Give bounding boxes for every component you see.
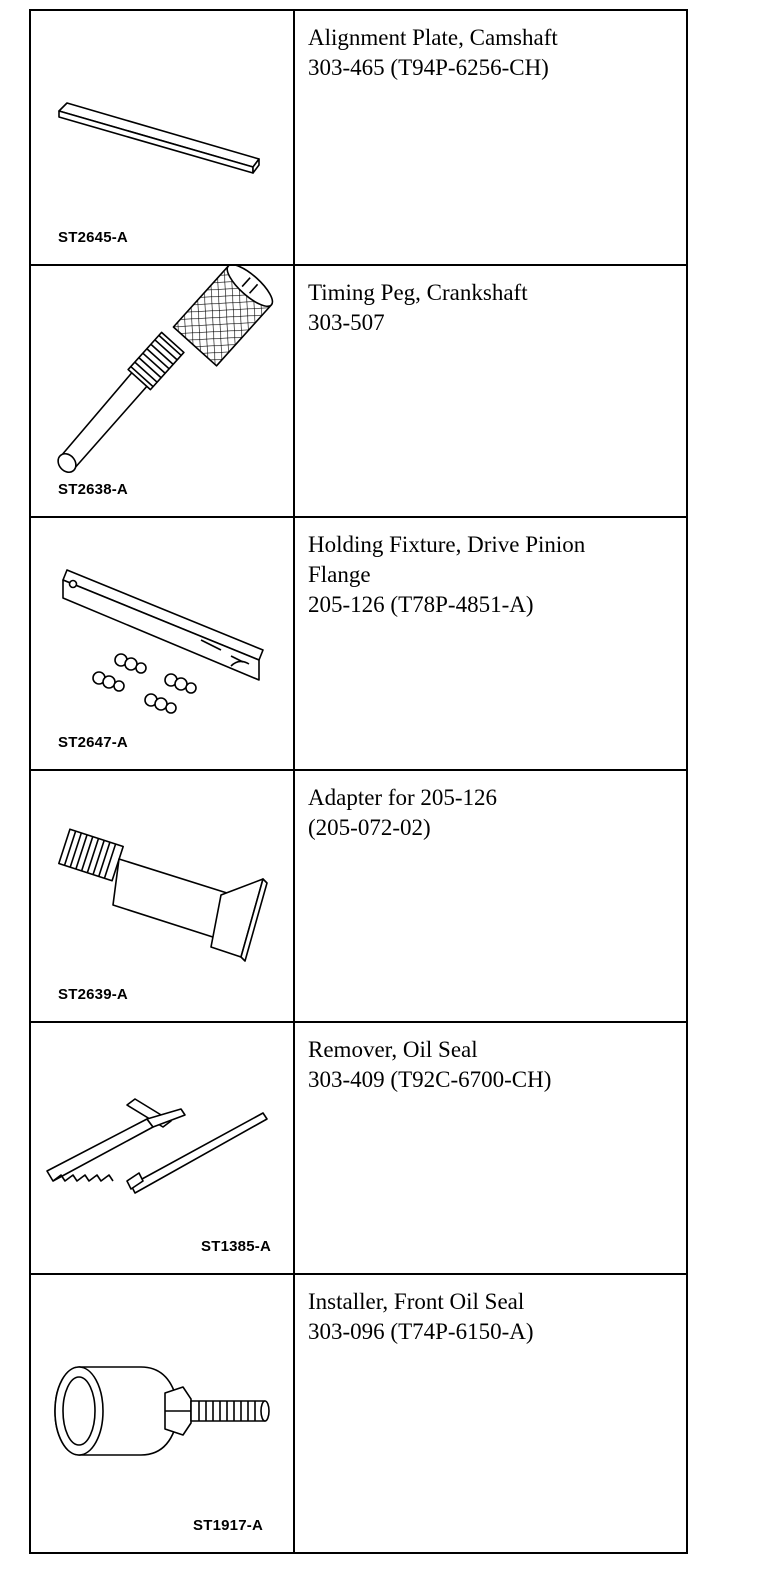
tool-name: Remover, Oil Seal xyxy=(308,1037,478,1062)
tool-part-number: (205-072-02) xyxy=(308,815,431,840)
tool-part-number: 303-409 (T92C-6700-CH) xyxy=(308,1067,552,1092)
tool-row xyxy=(31,11,686,266)
tool-description xyxy=(308,278,678,338)
oil-seal-remover-icon xyxy=(31,1023,293,1273)
tool-image-cell xyxy=(31,771,295,1021)
special-tools-table xyxy=(29,9,688,1554)
tool-code: ST2638-A xyxy=(58,481,128,498)
tool-name: Holding Fixture, Drive Pinion xyxy=(308,532,586,557)
tool-description xyxy=(308,530,678,620)
tool-part-number: 205-126 (T78P-4851-A) xyxy=(308,592,534,617)
tool-name: Alignment Plate, Camshaft xyxy=(308,25,558,50)
tool-row xyxy=(31,1023,686,1275)
tool-image-cell xyxy=(31,1275,295,1552)
oil-seal-installer-icon xyxy=(31,1275,293,1552)
tool-row xyxy=(31,266,686,518)
tool-name: Installer, Front Oil Seal xyxy=(308,1289,525,1314)
tool-code: ST1385-A xyxy=(201,1238,271,1255)
tool-image-cell xyxy=(31,266,295,516)
tool-row xyxy=(31,518,686,771)
tool-name: Adapter for 205-126 xyxy=(308,785,498,810)
tool-image-cell xyxy=(31,11,295,264)
tool-image-cell xyxy=(31,518,295,769)
tool-name-continued: Flange xyxy=(308,562,371,587)
tool-row xyxy=(31,1275,686,1552)
tool-code: ST1917-A xyxy=(193,1517,263,1534)
tool-part-number: 303-465 (T94P-6256-CH) xyxy=(308,55,549,80)
holding-fixture-icon xyxy=(31,518,293,769)
tool-description xyxy=(308,783,678,843)
tool-code: ST2647-A xyxy=(58,734,128,751)
tool-code: ST2645-A xyxy=(58,229,128,246)
tool-row xyxy=(31,771,686,1023)
tool-description xyxy=(308,23,678,83)
tool-description xyxy=(308,1287,678,1347)
tool-part-number: 303-096 (T74P-6150-A) xyxy=(308,1319,534,1344)
tool-image-cell xyxy=(31,1023,295,1273)
timing-peg-icon xyxy=(31,266,293,516)
alignment-plate-icon xyxy=(31,11,293,264)
tool-description xyxy=(308,1035,678,1095)
tool-name: Timing Peg, Crankshaft xyxy=(308,280,528,305)
tool-part-number: 303-507 xyxy=(308,310,385,335)
adapter-icon xyxy=(31,771,293,1021)
tool-code: ST2639-A xyxy=(58,986,128,1003)
